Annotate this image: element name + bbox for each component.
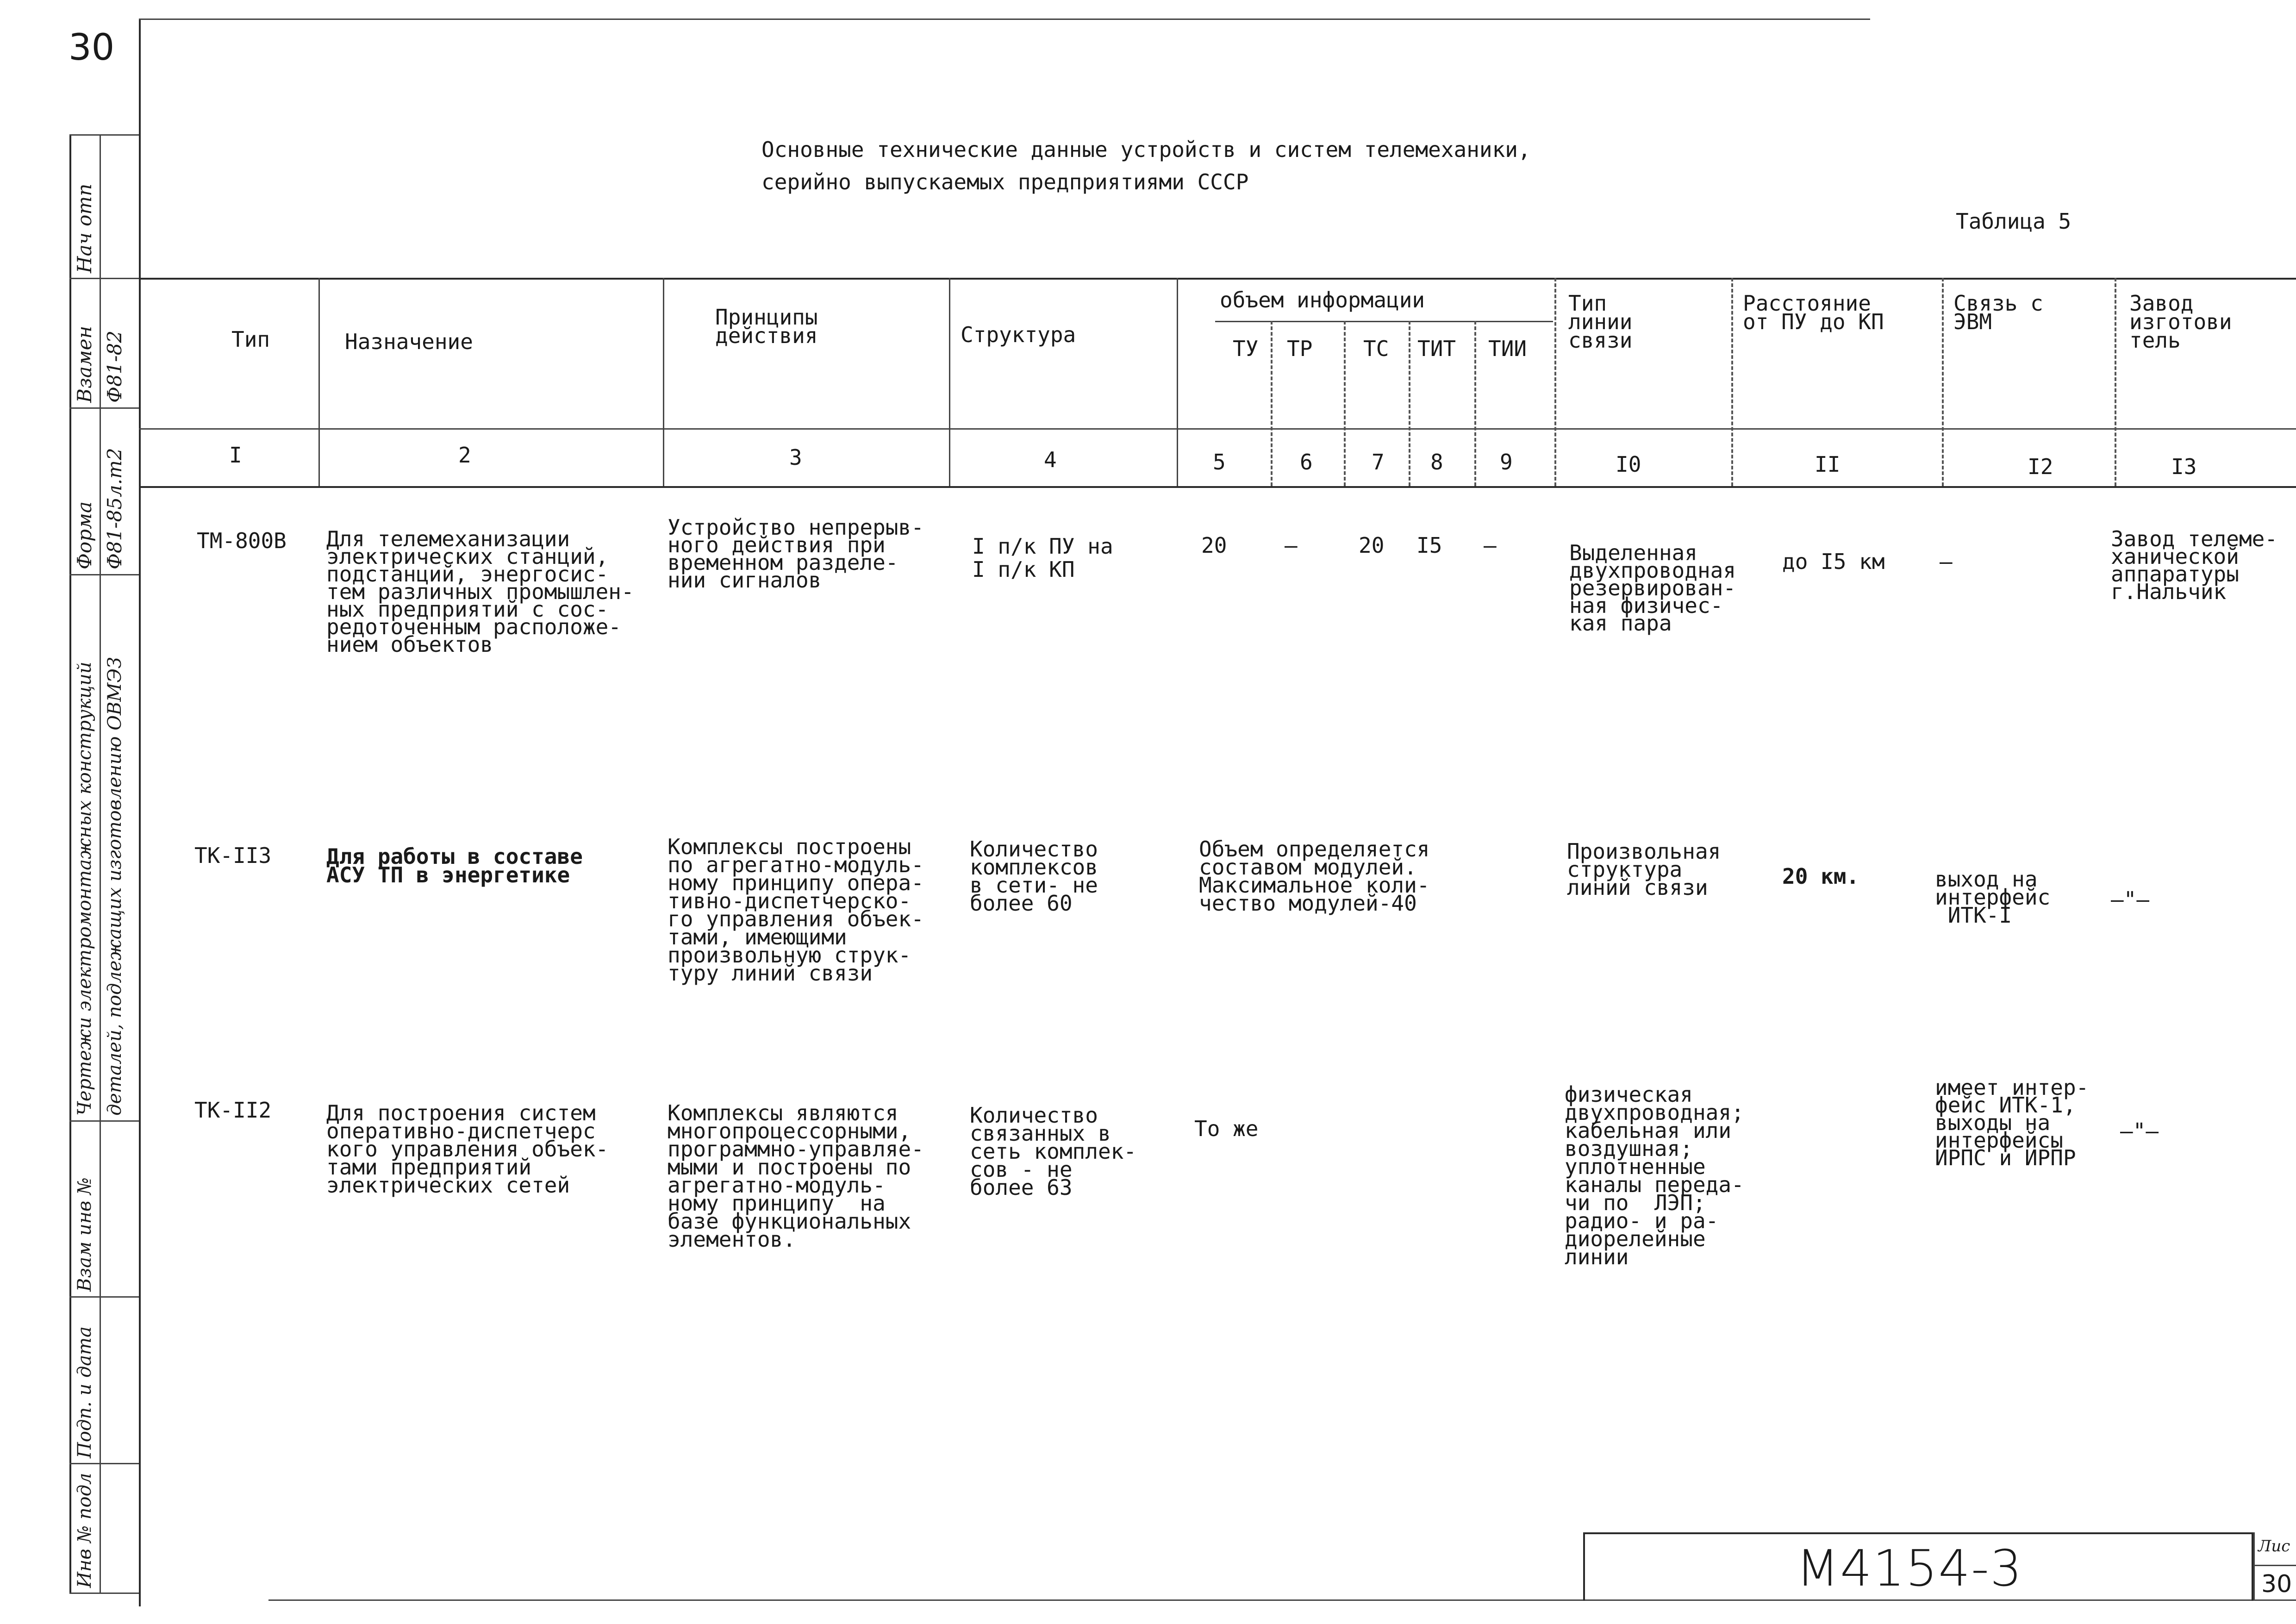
side-label-vzam-inv: Взам инв № [74,1177,95,1292]
table-row-3-type: ТК-II2 [194,1098,272,1123]
document-title-line-1: Основные технические данные устройств и систем телемеханики, [761,137,1531,162]
table-row-3-line-type: физическая двухпроводная; кабельная или воздушная; уплотненные каналы переда- чи по ЛЭП; радио- и ра- диорелейные линии [1565,1082,1744,1269]
side-stamp-bottom [69,1593,139,1594]
header-tii: ТИИ [1488,336,1527,361]
column-number-7: 7 [1372,450,1385,475]
table-top-line [139,278,2296,280]
table-row-2-volume-note: Объем определяется составом модулей. Максимальное коли- чество модулей-40 [1199,837,1430,916]
col-divider-7 [1409,321,1410,486]
column-number-3: 3 [789,445,802,470]
page-number: 30 [69,27,115,69]
sheet-number: 30 [2261,1570,2292,1598]
table-row-3-purpose: Для построения систем оперативно-диспетчерс кого управления объек- тами предприятий электрических сетей [326,1100,609,1198]
header-purpose: Назначение [345,329,473,354]
col-divider-12 [2115,278,2116,486]
table-row-3-volume-note: То же [1194,1116,1259,1141]
table-row-2-computer: выход на интерфейс ИТК-I [1935,867,2051,928]
column-number-8: 8 [1430,450,1443,475]
side-stamp-sep-4 [69,1120,139,1122]
table-row-1-ts: 20 [1359,533,1385,558]
sheet-label: Лис [2258,1537,2290,1555]
header-ts: ТС [1363,336,1389,361]
table-header-separator [139,428,2296,430]
header-principles: Принципы действия [715,305,818,348]
side-label-vzamen: Взамен [73,325,96,403]
col-divider-5 [1271,321,1273,486]
side-note-2: деталей, подлежащих изготовлению ОВМЭЗ [104,657,125,1116]
column-number-1: I [229,443,242,468]
header-type: Тип [231,327,270,352]
frame-top-border [139,19,1870,20]
column-number-12: I2 [2028,454,2053,479]
column-number-10: I0 [1616,452,1641,477]
table-row-1-distance: до I5 км [1782,549,1885,574]
col-divider-2 [663,278,664,486]
table-row-3-manufacturer: –"– [2120,1118,2159,1143]
header-tu: ТУ [1233,336,1259,361]
table-row-2-structure: Количество комплексов в сети- не более 60 [970,837,1098,916]
table-numbers-separator [139,486,2296,488]
side-label-podp-data: Подп. и дата [74,1326,95,1458]
col-divider-9 [1554,278,1556,486]
col-divider-11 [1942,278,1944,486]
column-number-9: 9 [1500,450,1513,475]
table-row-1-structure: I п/к ПУ на I п/к КП [972,534,1113,582]
title-block-sheet-divider [2253,1532,2255,1601]
table-row-1-tit: I5 [1416,533,1442,558]
table-label: Таблица 5 [1956,209,2071,234]
header-tit: ТИТ [1417,336,1456,361]
table-row-1-line-type: Выделенная двухпроводная резервирован- ная физичес- кая пара [1569,540,1736,636]
column-number-11: II [1815,452,1841,477]
table-row-2-line-type: Произвольная структура линий связи [1567,839,1721,900]
table-row-1-type: ТМ-800В [197,528,287,553]
table-row-3-structure: Количество связанных в сеть комплек- сов - не более 63 [970,1103,1137,1200]
side-label-inv-podl: Инв № подл [74,1473,95,1588]
header-distance: Расстояние от ПУ до КП [1743,291,1884,334]
table-row-1-principles: Устройство непрерыв- ного действия при временном разделе- нии сигналов [668,515,924,593]
header-info-volume: объем информации [1220,287,1425,312]
table-row-1-tu: 20 [1201,533,1227,558]
side-note-1: Чертежи электромонтажных конструкций [74,662,95,1116]
header-line-type: Тип линии связи [1568,291,1633,353]
header-manufacturer: Завод изготови тель [2129,291,2232,353]
table-row-2-type: ТК-II3 [194,843,272,868]
side-value-vzamen: Ф81-82 [103,331,126,403]
info-volume-subheader-line [1215,321,1553,322]
side-stamp-sep-1 [69,278,139,279]
column-number-2: 2 [458,443,471,468]
col-divider-10 [1731,278,1733,486]
col-divider-6 [1344,321,1346,486]
table-row-1-tii: – [1484,533,1497,558]
header-tr: ТР [1287,336,1313,361]
table-row-1-computer: – [1940,549,1953,574]
header-structure: Структура [961,322,1076,347]
table-row-3-principles: Комплексы являются многопроцессорными, программно-управляе- мыми и построены по агрегатно-модуль- ному принципу на базе функциональных элементов. [668,1100,924,1252]
table-row-3-computer: имеет интер- фейс ИТК-1, выходы на интерфейсы ИРПС и ИРПР [1935,1075,2089,1170]
col-divider-1 [318,278,320,486]
column-number-6: 6 [1300,450,1313,475]
side-stamp-sep-5 [69,1296,139,1298]
table-row-1-manufacturer: Завод телеме- ханической аппаратуры г.Нальчик [2111,526,2278,604]
table-row-2-purpose: Для работы в составе АСУ ТП в энергетике [326,844,583,887]
col-divider-8 [1474,321,1476,486]
table-row-1-tr: – [1285,533,1298,558]
side-label-forma: Форма [73,501,96,569]
column-number-13: I3 [2171,454,2197,479]
document-number: М4154-3 [1796,1540,2023,1598]
side-stamp-left-border [69,134,71,1593]
side-value-forma: Ф81-85л.т2 [103,448,126,569]
side-stamp-sep-3 [69,574,139,575]
col-divider-4 [1177,278,1178,486]
side-stamp-top [69,134,139,136]
side-stamp-divider [100,134,101,1593]
col-divider-3 [949,278,950,486]
header-computer: Связь с ЭВМ [1953,291,2043,334]
side-stamp-sep-6 [69,1463,139,1464]
table-row-2-principles: Комплексы построены по агрегатно-модуль- ному принципу опера- тивно-диспетчерско- го управления объек- тами, имеющими произвольную струк- туру линий связи [668,834,924,986]
table-row-2-manufacturer: –"– [2111,887,2150,912]
title-block-sheet-split [2253,1565,2296,1566]
table-row-2-distance: 20 км. [1782,864,1859,889]
document-title-line-2: серийно выпускаемых предприятиями СССР [761,169,1249,194]
side-stamp-sep-2 [69,407,139,409]
frame-left-border [139,19,141,1606]
column-number-5: 5 [1213,450,1226,475]
table-row-1-purpose: Для телемеханизации электрических станций, подстанций, энергосис- тем различных промышлен- ных предприятий с сос- редоточенным расположе- нием объектов [326,526,634,657]
column-number-4: 4 [1044,447,1057,472]
side-label-nach-otp: Нач отп [73,183,96,273]
